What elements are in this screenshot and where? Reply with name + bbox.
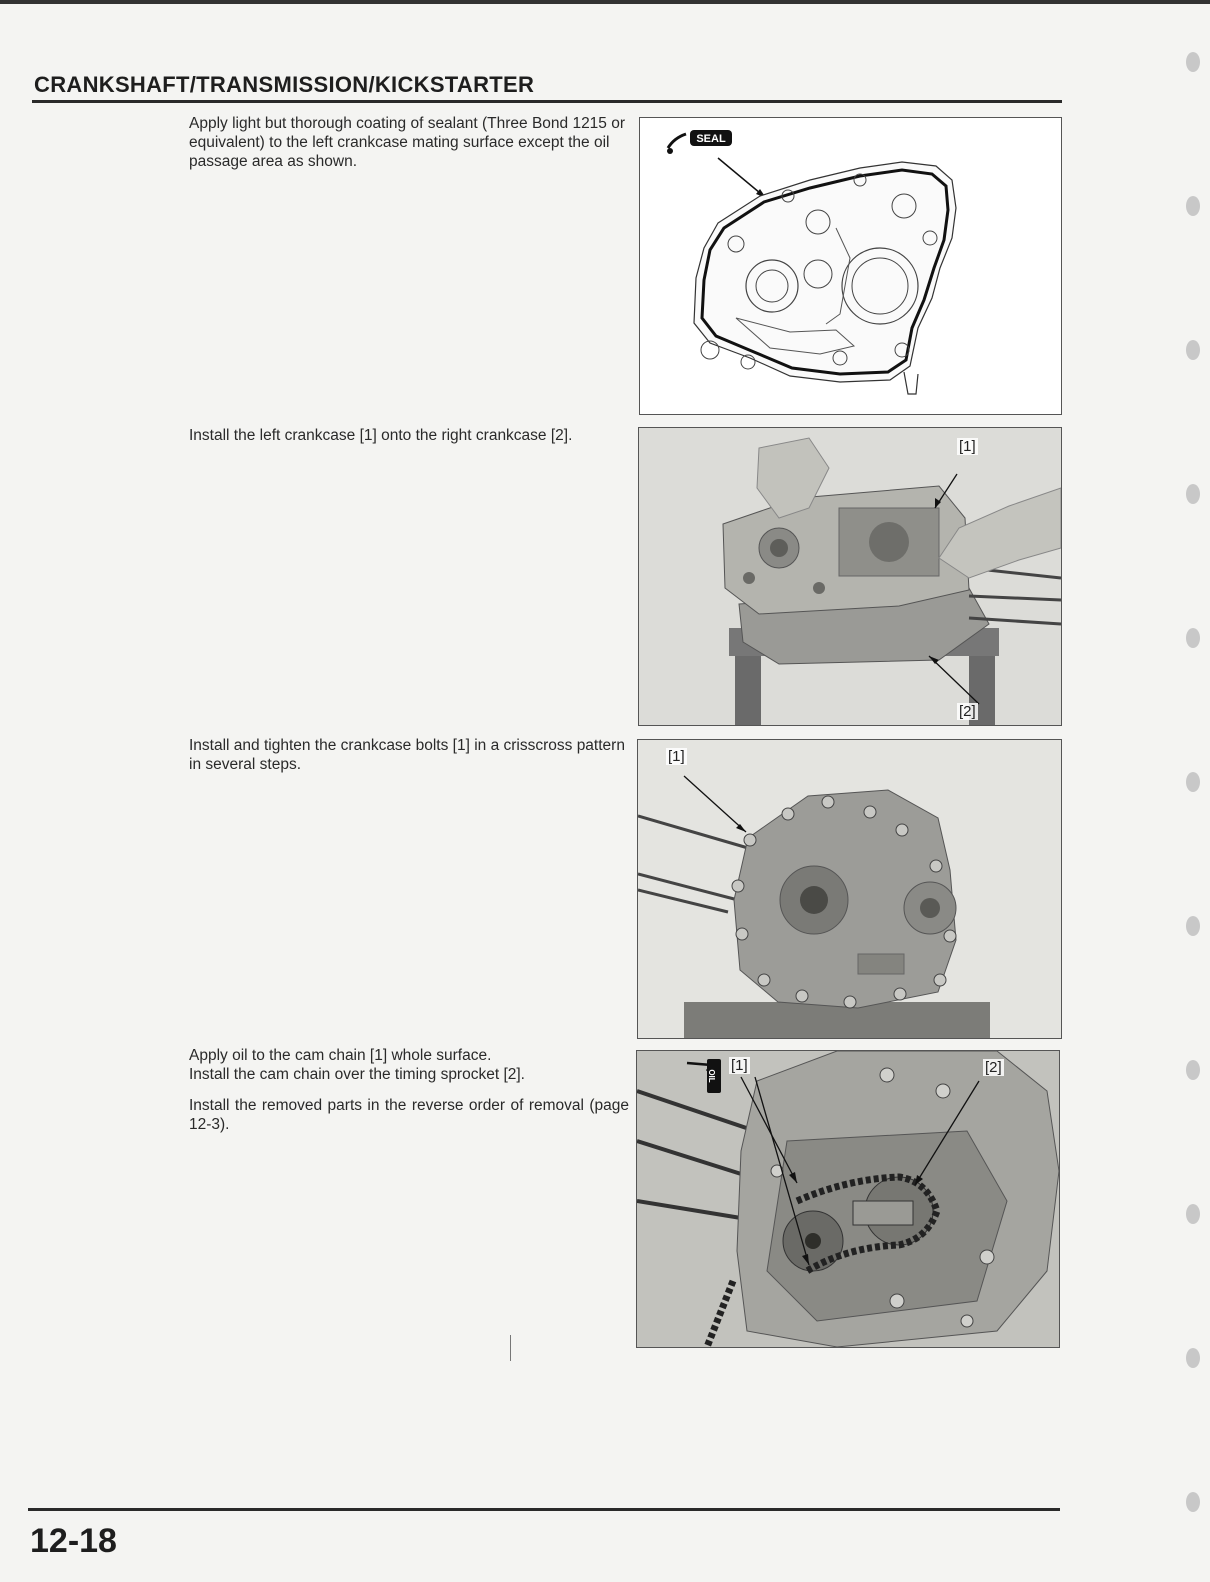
label-left-crankcase: [1] bbox=[959, 438, 976, 455]
crankcase-bolts-illustration bbox=[638, 740, 1061, 1038]
seal-badge-text: SEAL bbox=[696, 133, 726, 145]
label-crankcase-bolts: [1] bbox=[668, 748, 685, 765]
oil-badge-text: OIL bbox=[707, 1069, 716, 1083]
page-number: 12-18 bbox=[30, 1522, 117, 1560]
header-rule bbox=[32, 100, 1062, 103]
step-bolts-text: Install and tighten the crankcase bolts [1] in a crisscross pattern in several steps. bbox=[189, 737, 625, 773]
install-crankcase-photo bbox=[638, 427, 1062, 726]
binder-hole-mark bbox=[1186, 1348, 1200, 1368]
crankcase-bolts-photo bbox=[637, 739, 1062, 1039]
step-cam-chain-text: Apply oil to the cam chain [1] whole surface. Install the cam chain over the timing sprocket [2]. bbox=[189, 1047, 525, 1083]
binder-hole-mark bbox=[1186, 196, 1200, 216]
binder-hole-mark bbox=[1186, 628, 1200, 648]
binder-hole-mark bbox=[1186, 772, 1200, 792]
binder-hole-mark bbox=[1186, 484, 1200, 504]
cam-chain-illustration bbox=[637, 1051, 1059, 1347]
binder-hole-mark bbox=[1186, 340, 1200, 360]
binder-hole-mark bbox=[1186, 1204, 1200, 1224]
step-reverse-order-text: Install the removed parts in the reverse order of removal (page 12-3). bbox=[189, 1097, 629, 1133]
binder-hole-mark bbox=[1186, 1492, 1200, 1512]
seal-tube-icon bbox=[667, 130, 732, 154]
step-sealant-text: Apply light but thorough coating of sealant (Three Bond 1215 or equivalent) to the left crankcase mating surface except the oil passage area as shown. bbox=[189, 115, 626, 170]
binder-hole-mark bbox=[1186, 916, 1200, 936]
sealant-diagram-figure bbox=[639, 117, 1062, 415]
step-install-case-text: Install the left crankcase [1] onto the right crankcase [2]. bbox=[189, 427, 573, 444]
scan-artifact bbox=[510, 1335, 511, 1361]
section-title: CRANKSHAFT/TRANSMISSION/KICKSTARTER bbox=[34, 72, 535, 97]
crankcase-line-drawing bbox=[640, 118, 1061, 414]
install-crankcase-illustration bbox=[639, 428, 1061, 725]
label-cam-chain: [1] bbox=[731, 1057, 748, 1074]
top-rule bbox=[0, 0, 1210, 4]
label-right-crankcase: [2] bbox=[959, 703, 976, 720]
label-timing-sprocket: [2] bbox=[985, 1059, 1002, 1076]
footer-rule bbox=[28, 1508, 1060, 1511]
cam-chain-photo bbox=[636, 1050, 1060, 1348]
binder-hole-mark bbox=[1186, 1060, 1200, 1080]
binder-hole-mark bbox=[1186, 52, 1200, 72]
